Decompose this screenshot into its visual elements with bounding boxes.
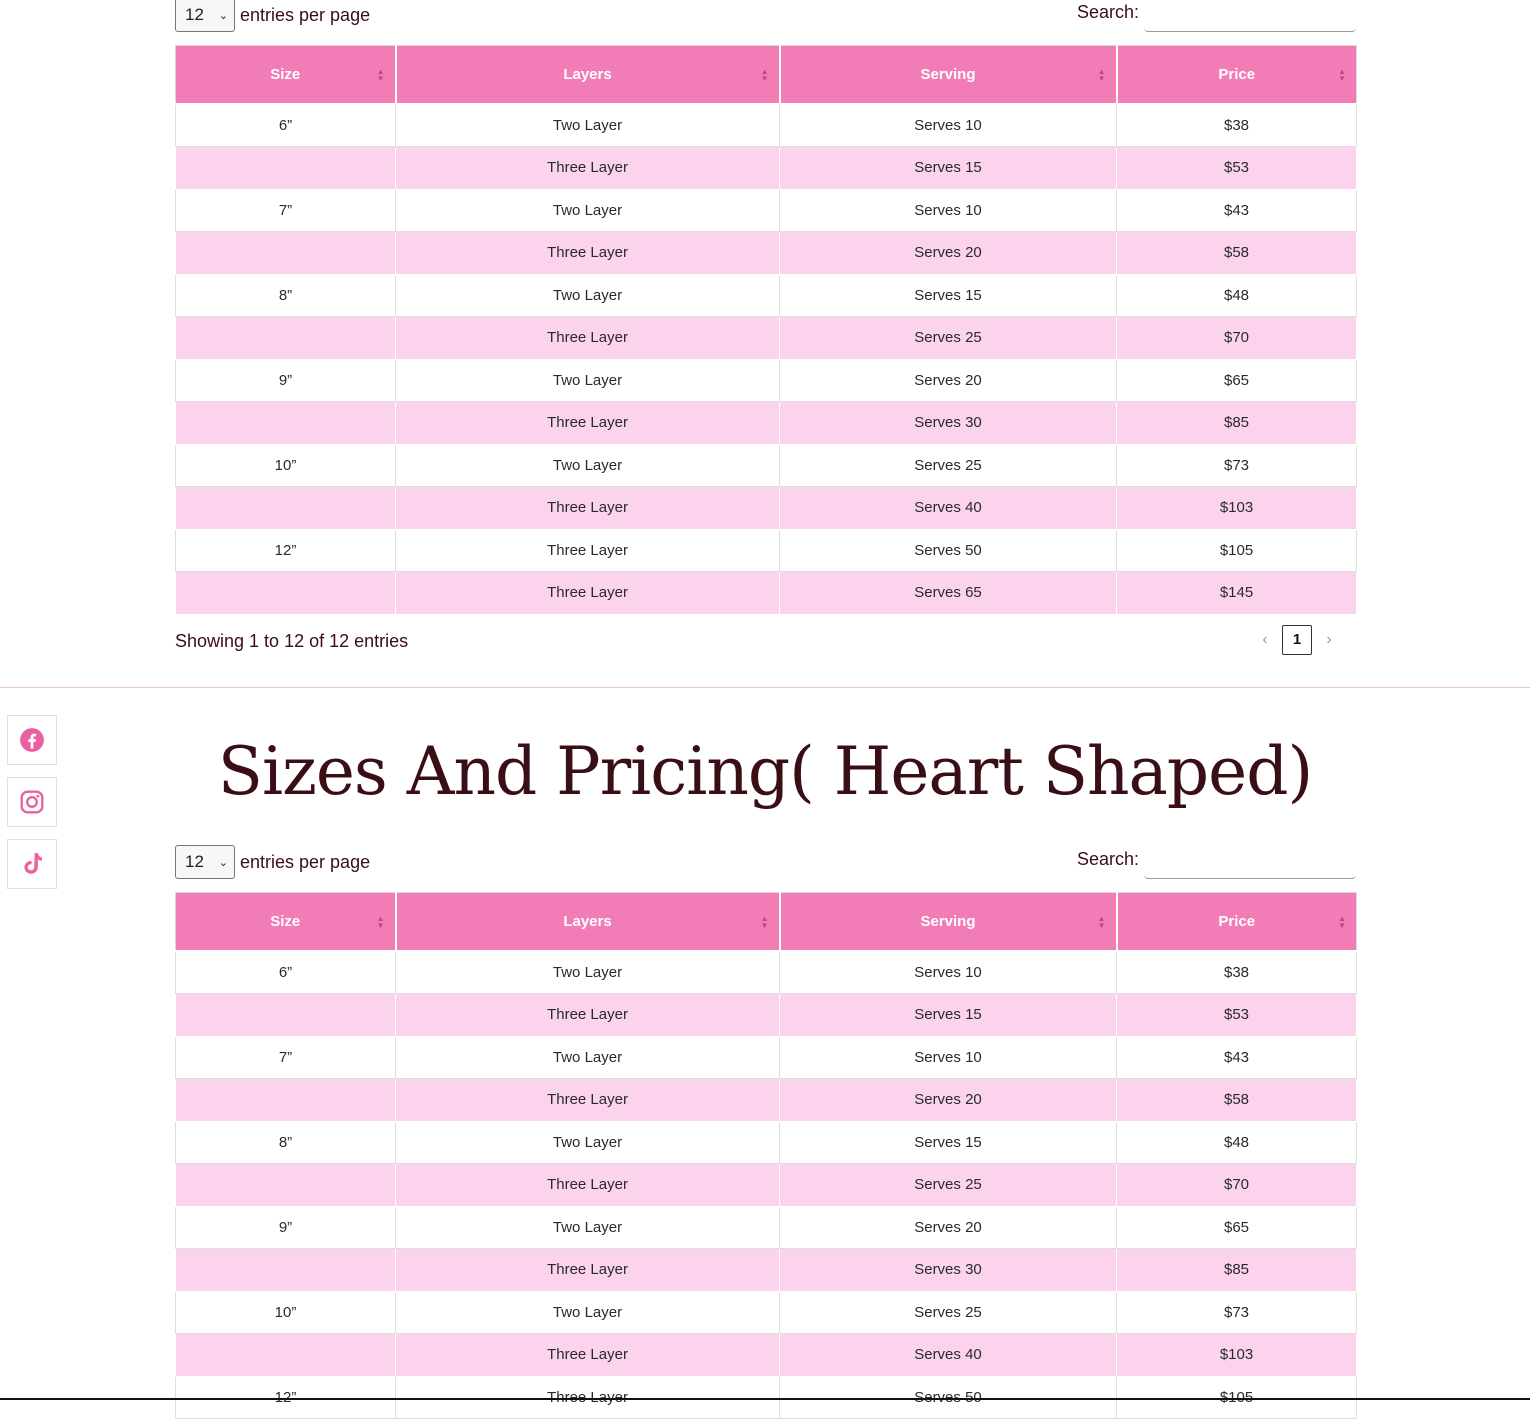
cell-serving: Serves 25 — [780, 1164, 1117, 1207]
search-label: Search: — [1076, 849, 1139, 869]
sort-icon: ▲ ▼ — [376, 66, 385, 83]
sort-icon: ▲ ▼ — [760, 66, 769, 83]
table-row — [176, 104, 1357, 147]
cell-layers: Two Layer — [396, 104, 780, 147]
cell-size — [176, 147, 396, 190]
cell-price: $103 — [1117, 487, 1357, 530]
pagination-next-button[interactable]: › — [1326, 630, 1332, 648]
sort-icon: ▲ ▼ — [760, 913, 769, 930]
chevron-down-icon: ⌄ — [218, 9, 228, 22]
column-header-price[interactable] — [1117, 893, 1357, 952]
cell-serving: Serves 20 — [780, 1206, 1117, 1249]
cell-layers: Two Layer — [396, 274, 780, 317]
cell-layers: Three Layer — [396, 402, 780, 445]
table-body — [176, 104, 1357, 614]
table-controls — [175, 845, 1356, 887]
column-header-label: Serving — [920, 66, 976, 83]
table-row — [176, 1206, 1357, 1249]
cell-layers: Two Layer — [396, 1206, 780, 1249]
column-header-serving[interactable] — [780, 46, 1117, 105]
cell-layers: Three Layer — [396, 232, 780, 275]
cell-serving: Serves 10 — [780, 1036, 1117, 1079]
cell-layers: Two Layer — [396, 444, 780, 487]
cell-size — [176, 1249, 396, 1292]
column-header-label: Price — [1218, 66, 1256, 83]
column-header-size[interactable] — [176, 46, 396, 105]
column-header-label: Size — [270, 913, 301, 930]
table-row — [176, 1121, 1357, 1164]
cell-serving: Serves 50 — [780, 529, 1117, 572]
pricing-table — [175, 892, 1357, 1419]
cell-layers: Two Layer — [396, 951, 780, 994]
cell-serving: Serves 15 — [780, 274, 1117, 317]
table-row — [176, 487, 1357, 530]
cell-size — [176, 1079, 396, 1122]
table-row — [176, 1249, 1357, 1292]
cell-price: $73 — [1117, 444, 1357, 487]
cell-size: 6” — [176, 104, 396, 147]
column-header-size[interactable] — [176, 893, 396, 952]
cell-size — [176, 1334, 396, 1377]
cell-size: 8” — [176, 274, 396, 317]
cell-serving: Serves 25 — [780, 1291, 1117, 1334]
search-label: Search: — [1076, 2, 1139, 22]
cell-serving: Serves 20 — [780, 1079, 1117, 1122]
table-row — [176, 994, 1357, 1037]
column-header-label: Size — [270, 66, 301, 83]
search-input[interactable] — [1144, 845, 1356, 879]
table-row — [176, 1291, 1357, 1334]
entries-select-value: 12 — [185, 852, 204, 871]
cell-serving: Serves 40 — [780, 487, 1117, 530]
table-controls — [175, 0, 1356, 40]
cell-serving: Serves 30 — [780, 1249, 1117, 1292]
table-row — [176, 1036, 1357, 1079]
cell-serving: Serves 10 — [780, 951, 1117, 994]
sort-icon: ▲ ▼ — [1338, 913, 1346, 930]
cell-size — [176, 1164, 396, 1207]
table-row — [176, 1164, 1357, 1207]
cell-price: $43 — [1117, 1036, 1357, 1079]
table-row — [176, 359, 1357, 402]
cell-size: 12” — [176, 529, 396, 572]
cell-price: $145 — [1117, 572, 1357, 615]
column-header-label: Serving — [920, 913, 976, 930]
cell-serving: Serves 10 — [780, 104, 1117, 147]
pagination-page-1[interactable]: 1 — [1282, 625, 1312, 655]
column-header-label: Price — [1218, 913, 1256, 930]
entries-per-page-select[interactable] — [175, 845, 235, 879]
cell-serving: Serves 30 — [780, 402, 1117, 445]
chevron-down-icon: ⌄ — [218, 856, 228, 869]
cell-price: $103 — [1117, 1334, 1357, 1377]
cell-price: $58 — [1117, 1079, 1357, 1122]
table-row — [176, 189, 1357, 232]
section-divider — [0, 687, 1530, 688]
cell-size — [176, 572, 396, 615]
cell-price: $43 — [1117, 189, 1357, 232]
cell-price: $58 — [1117, 232, 1357, 275]
cell-layers: Three Layer — [396, 994, 780, 1037]
entries-per-page — [175, 0, 370, 32]
column-header-layers[interactable] — [396, 46, 780, 105]
column-header-label: Layers — [563, 66, 612, 83]
pricing-section-round — [175, 0, 1356, 671]
table-header-row — [176, 893, 1357, 952]
cell-size: 10” — [176, 1291, 396, 1334]
cell-serving: Serves 25 — [780, 317, 1117, 360]
pagination-prev-button[interactable]: ‹ — [1262, 630, 1268, 648]
cell-layers: Two Layer — [396, 1121, 780, 1164]
table-row — [176, 317, 1357, 360]
cell-serving: Serves 10 — [780, 189, 1117, 232]
table-row — [176, 444, 1357, 487]
cell-layers: Three Layer — [396, 317, 780, 360]
cell-serving: Serves 20 — [780, 359, 1117, 402]
search-input[interactable] — [1144, 0, 1356, 32]
cell-price: $105 — [1117, 529, 1357, 572]
cell-size: 7” — [176, 189, 396, 232]
table-info: Showing 1 to 12 of 12 entries — [175, 630, 409, 651]
pricing-section-heart — [175, 845, 1356, 1419]
tiktok-link[interactable] — [7, 839, 57, 889]
cell-price: $38 — [1117, 104, 1357, 147]
pagination — [1248, 625, 1346, 655]
sort-icon: ▲ ▼ — [1097, 66, 1106, 83]
cell-layers: Three Layer — [396, 572, 780, 615]
table-row — [176, 232, 1357, 275]
cell-size — [176, 487, 396, 530]
entries-per-page-select[interactable] — [175, 0, 235, 32]
table-row — [176, 147, 1357, 190]
column-header-label: Layers — [563, 913, 612, 930]
cell-size: 9” — [176, 359, 396, 402]
table-row — [176, 529, 1357, 572]
cell-size: 9” — [176, 1206, 396, 1249]
table-search — [1077, 0, 1356, 32]
cell-serving: Serves 65 — [780, 572, 1117, 615]
table-row — [176, 572, 1357, 615]
cell-price: $85 — [1117, 402, 1357, 445]
cell-size — [176, 994, 396, 1037]
sort-icon: ▲ ▼ — [1338, 66, 1346, 83]
cell-price: $53 — [1117, 994, 1357, 1037]
cell-price: $70 — [1117, 1164, 1357, 1207]
cell-layers: Three Layer — [396, 147, 780, 190]
table-footer — [175, 615, 1356, 671]
section-heading: Sizes And Pricing( Heart Shaped) — [217, 733, 1313, 810]
cell-layers: Three Layer — [396, 529, 780, 572]
cell-serving: Serves 15 — [780, 147, 1117, 190]
cell-price: $65 — [1117, 359, 1357, 402]
cell-price: $48 — [1117, 1121, 1357, 1164]
table-row — [176, 402, 1357, 445]
cell-layers: Three Layer — [396, 1164, 780, 1207]
cell-price: $70 — [1117, 317, 1357, 360]
table-body — [176, 951, 1357, 1419]
sort-icon: ▲ ▼ — [376, 913, 385, 930]
entries-per-page-label: entries per page — [240, 4, 371, 25]
cell-layers: Three Layer — [396, 1249, 780, 1292]
cell-price: $65 — [1117, 1206, 1357, 1249]
table-row — [176, 1079, 1357, 1122]
cell-layers: Three Layer — [396, 1334, 780, 1377]
column-header-layers[interactable] — [396, 893, 780, 952]
cell-serving: Serves 25 — [780, 444, 1117, 487]
cell-price: $73 — [1117, 1291, 1357, 1334]
cell-serving: Serves 40 — [780, 1334, 1117, 1377]
entries-per-page-label: entries per page — [240, 851, 371, 872]
cell-price: $53 — [1117, 147, 1357, 190]
cell-size: 10” — [176, 444, 396, 487]
cell-size: 7” — [176, 1036, 396, 1079]
cell-price: $48 — [1117, 274, 1357, 317]
cell-size — [176, 402, 396, 445]
entries-select-value: 12 — [185, 5, 204, 24]
table-header-row — [176, 46, 1357, 105]
sort-icon: ▲ ▼ — [1097, 913, 1106, 930]
table-row — [176, 1334, 1357, 1377]
cell-layers: Three Layer — [396, 1079, 780, 1122]
cell-size — [176, 317, 396, 360]
table-search — [1077, 845, 1356, 879]
table-row — [176, 274, 1357, 317]
cell-serving: Serves 15 — [780, 1121, 1117, 1164]
table-row — [176, 951, 1357, 994]
cell-layers: Two Layer — [396, 1291, 780, 1334]
cell-serving: Serves 15 — [780, 994, 1117, 1037]
cell-layers: Two Layer — [396, 359, 780, 402]
tiktok-icon — [19, 851, 45, 877]
cell-price: $85 — [1117, 1249, 1357, 1292]
cell-serving: Serves 20 — [780, 232, 1117, 275]
cell-price: $38 — [1117, 951, 1357, 994]
column-header-serving[interactable] — [780, 893, 1117, 952]
cell-size: 6” — [176, 951, 396, 994]
pricing-table — [175, 45, 1357, 615]
cell-size: 8” — [176, 1121, 396, 1164]
cell-layers: Three Layer — [396, 487, 780, 530]
cell-layers: Two Layer — [396, 1036, 780, 1079]
cell-layers: Two Layer — [396, 189, 780, 232]
column-header-price[interactable] — [1117, 46, 1357, 105]
entries-per-page — [175, 845, 370, 879]
cell-size — [176, 232, 396, 275]
